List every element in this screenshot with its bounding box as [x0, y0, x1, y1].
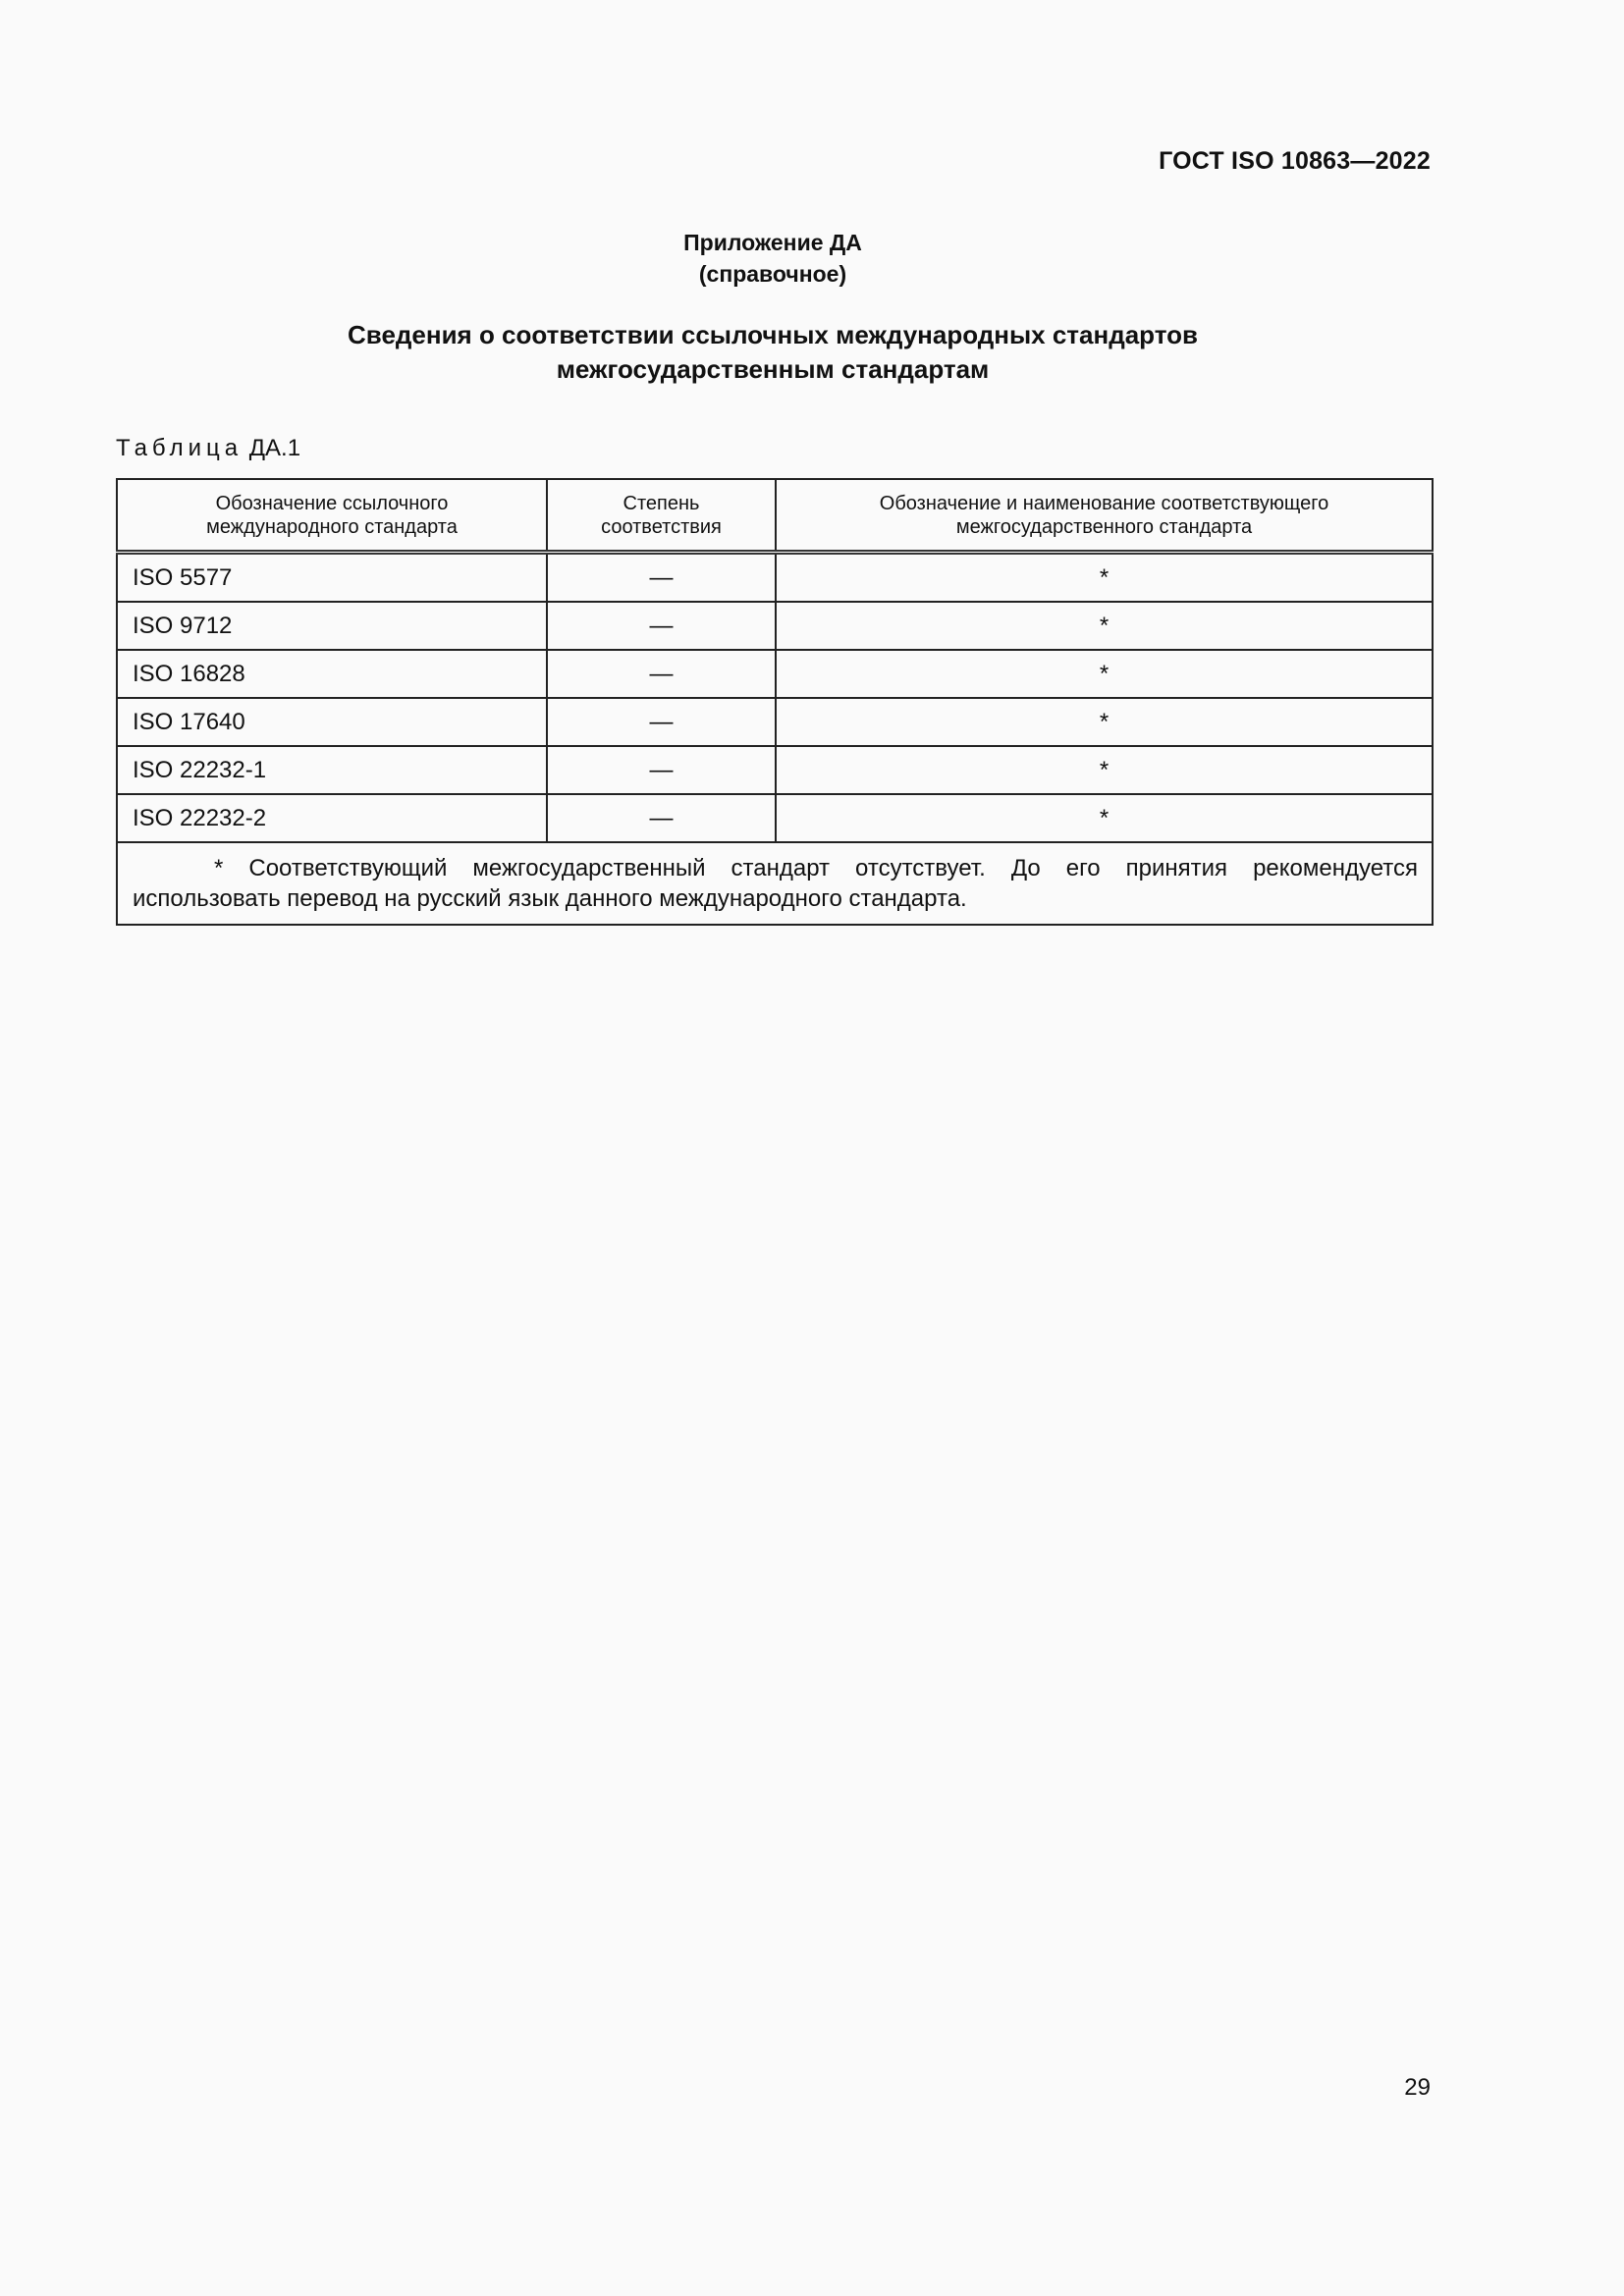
section-heading: [0, 318, 1545, 387]
document-code: ГОСТ ISO 10863—2022: [1159, 147, 1431, 175]
interstate-standard-cell: *: [776, 746, 1433, 794]
table-row: [117, 553, 1433, 603]
table-header-row: [117, 479, 1433, 553]
table-row: [117, 650, 1433, 698]
degree-cell: —: [547, 650, 776, 698]
interstate-standard-cell: *: [776, 650, 1433, 698]
degree-cell: —: [547, 698, 776, 746]
appendix-heading: [0, 227, 1545, 290]
reference-standard-cell: ISO 16828: [117, 650, 547, 698]
interstate-standard-cell: *: [776, 553, 1433, 603]
reference-standard-cell: ISO 22232-1: [117, 746, 547, 794]
header-reference-standard: Обозначение ссылочного международного стандарта: [117, 479, 547, 553]
table-caption-number: ДА.1: [248, 435, 301, 461]
reference-standard-cell: ISO 17640: [117, 698, 547, 746]
degree-cell: —: [547, 794, 776, 842]
interstate-standard-cell: *: [776, 794, 1433, 842]
table-row: [117, 794, 1433, 842]
page-number: 29: [1404, 2074, 1431, 2101]
reference-standard-cell: ISO 22232-2: [117, 794, 547, 842]
section-title-line-1: Сведения о соответствии ссылочных международных стандартов: [348, 320, 1198, 349]
appendix-title: Приложение ДА: [683, 230, 862, 255]
section-title-line-2: межгосударственным стандартам: [556, 354, 990, 384]
table-caption: [116, 435, 300, 462]
table-caption-word: Таблица: [116, 435, 244, 461]
correspondence-table: [116, 478, 1434, 926]
header-interstate-standard: Обозначение и наименование соответствующего межгосударственного стандарта: [776, 479, 1433, 553]
table-row: [117, 602, 1433, 650]
table-row: [117, 746, 1433, 794]
header-degree-of-correspondence: Степень соответствия: [547, 479, 776, 553]
reference-standard-cell: ISO 5577: [117, 553, 547, 603]
table-row: [117, 698, 1433, 746]
table-footnote-row: [117, 842, 1433, 925]
degree-cell: —: [547, 602, 776, 650]
degree-cell: —: [547, 553, 776, 603]
interstate-standard-cell: *: [776, 698, 1433, 746]
reference-standard-cell: ISO 9712: [117, 602, 547, 650]
table-footnote-text: * Соответствующий межгосударственный стандарт отсутствует. До его принятия рекомендуется использовать перевод на русский язык данного международного стандарта.: [133, 855, 1418, 912]
appendix-subtitle: (справочное): [698, 261, 847, 287]
table-footnote-cell: [117, 842, 1433, 925]
degree-cell: —: [547, 746, 776, 794]
interstate-standard-cell: *: [776, 602, 1433, 650]
